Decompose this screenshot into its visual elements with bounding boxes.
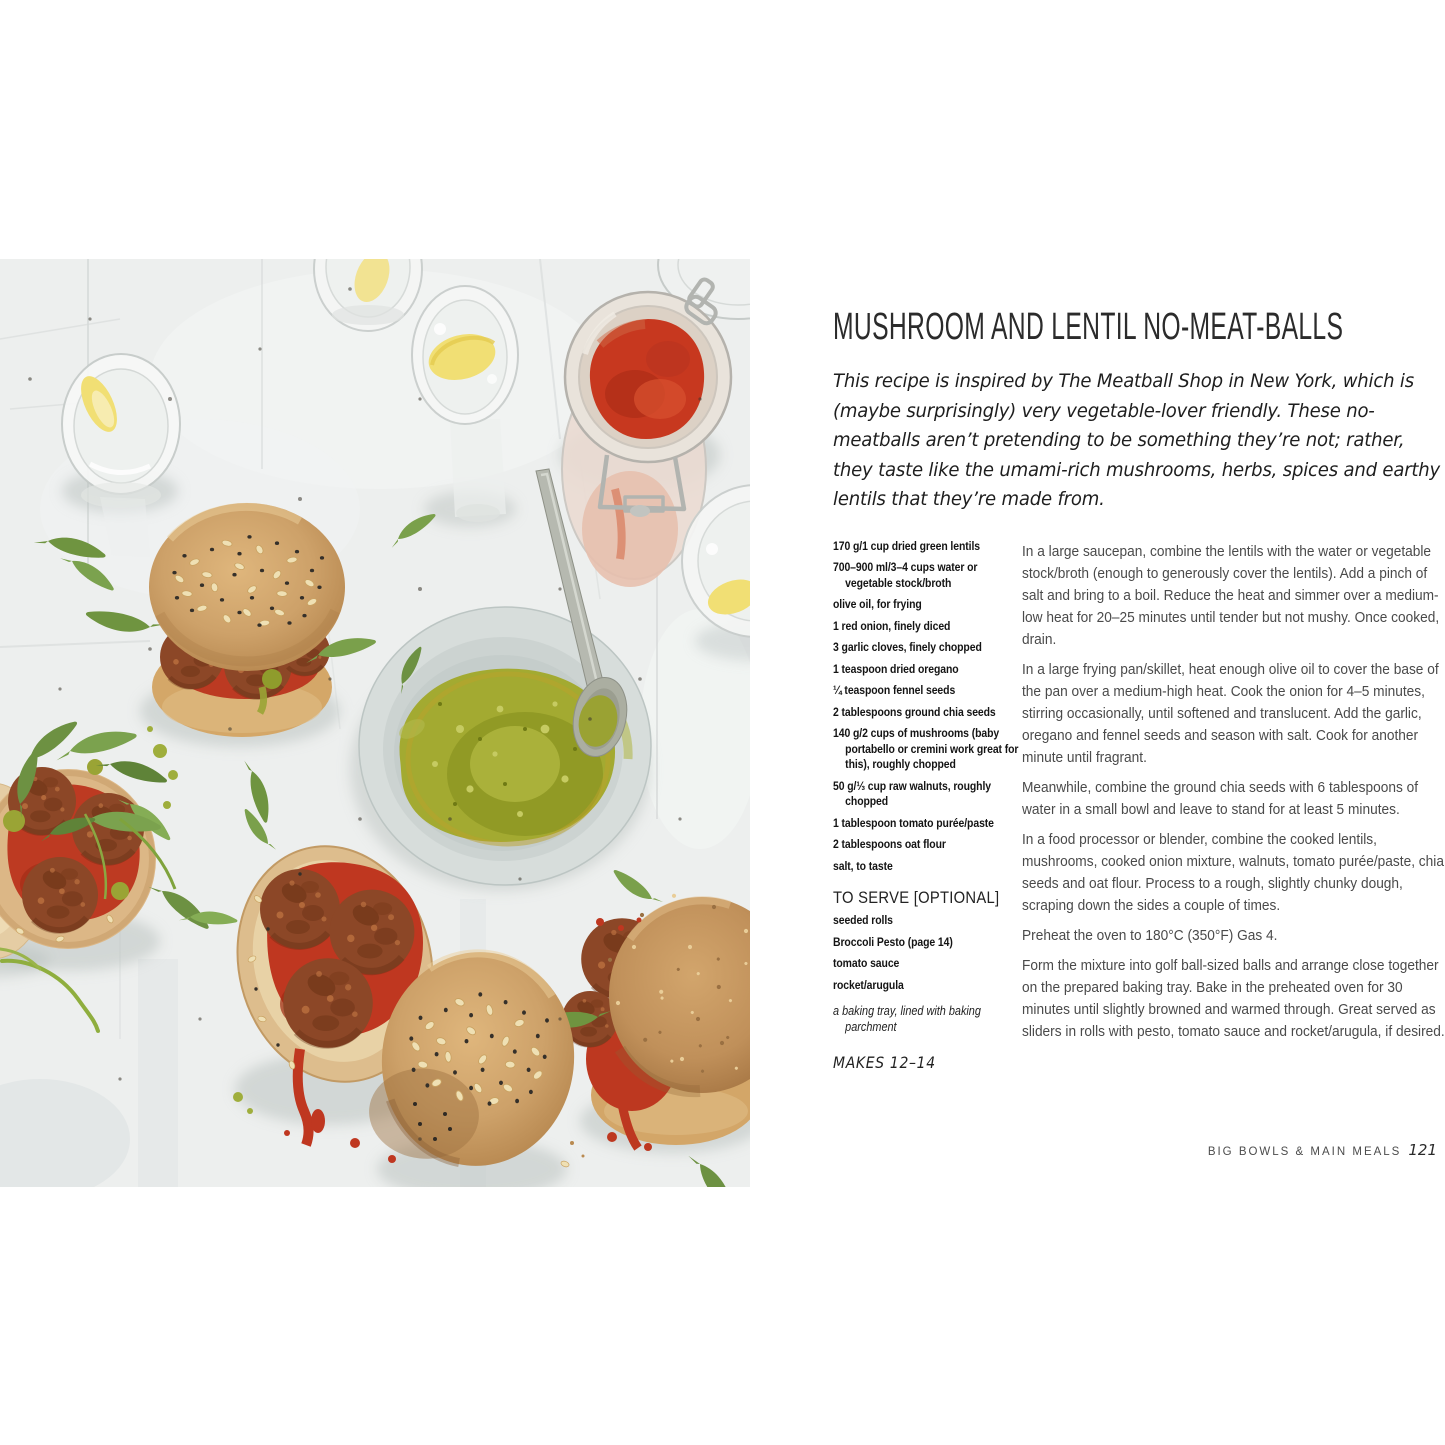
to-serve-item: seeded rolls (833, 913, 893, 927)
method-step: In a large saucepan, combine the lentils with the water or vegetable stock/broth (enough to generously cover the lentils). Add a pinch of salt and bring to a boil. Reduce the heat and simmer over a medium-low heat for 20–25 minutes until tender but not mushy. Once cooked, drain. (1022, 543, 1440, 648)
chapter-name: BIG BOWLS & MAIN MEALS (1207, 1146, 1402, 1158)
ingredient-item: 50 g/⅓ cup raw walnuts, roughly chopped (833, 778, 992, 808)
ingredient-item: 1 red onion, finely diced (833, 618, 951, 633)
ingredient-item: 700–900 ml/3–4 cups water or vegetable stock/broth (833, 560, 978, 590)
ingredient-item: olive oil, for frying (833, 597, 922, 611)
food-photo (0, 259, 750, 1187)
method-step: In a large frying pan/skillet, heat enough olive oil to cover the base of the pan over a medium-high heat. Cook the onion for 4–5 minutes, stirring occasionally, until softened and translucent. Add the garlic, oregano and fennel seeds and season with salt. Cook for another minute until fragrant. (1022, 661, 1439, 766)
ingredient-item: 1 tablespoon tomato purée/paste (833, 815, 994, 830)
ingredient-item: 170 g/1 cup dried green lentils (833, 538, 981, 553)
method-step: In a food processor or blender, combine the cooked lentils, mushrooms, cooked onion mixture, walnuts, tomato purée/paste, chia seeds and oat flour. Process to a rough, slightly chunky dough, scraping down the sides a couple of times. (1022, 831, 1444, 914)
recipe-intro: This recipe is inspired by The Meatball Shop in New York, which is (maybe surprisingly) very vegetable-lover friendly. These no-meatballs aren’t pretending to be something they’re not; rather, they taste like the umami-rich mushrooms, herbs, spices and earthy lentils that they’re made from. (833, 370, 1441, 510)
method-step: Preheat the oven to 180°C (350°F) Gas 4. (1022, 927, 1278, 944)
ingredient-item: ¼ teaspoon fennel seeds (833, 683, 956, 697)
to-serve-item: rocket/arugula (833, 977, 904, 992)
ingredient-item: 1 teaspoon dried oregano (833, 661, 959, 676)
page-footer (1208, 1141, 1437, 1160)
ingredient-item: salt, to taste (833, 858, 893, 873)
recipe-content (833, 306, 1445, 1099)
method-step: Meanwhile, combine the ground chia seeds with 6 tablespoons of water in a small bowl and leave to stand for at least 5 minutes. (1022, 779, 1419, 818)
ingredient-item: 2 tablespoons oat flour (833, 837, 946, 851)
ingredient-item: 3 garlic cloves, finely chopped (833, 640, 982, 654)
ingredients-list (833, 539, 1024, 1073)
ingredient-item: 2 tablespoons ground chia seeds (833, 704, 996, 719)
page-title: MUSHROOM AND LENTIL NO-MEAT-BALLS (833, 306, 1344, 348)
method-steps (1022, 541, 1445, 1051)
ingredient-item: 140 g/2 cups of mushrooms (baby portabello or cremini work great for this), roughly chopped (833, 726, 1019, 771)
to-serve-item: tomato sauce (833, 956, 900, 970)
method-step: Form the mixture into golf ball-sized balls and arrange close together on the prepared baking tray. Bake in the preheated oven for 30 minutes until slightly browned and warmed through. Great served as sliders in rolls with pesto, tomato sauce and rocket/arugula, if desired. (1022, 957, 1445, 1040)
to-serve-header: TO SERVE [OPTIONAL] (833, 888, 1000, 907)
to-serve-item: Broccoli Pesto (page 14) (833, 934, 953, 949)
equipment-note: a baking tray, lined with baking parchment (833, 1004, 981, 1034)
page-number: 121 (1408, 1141, 1437, 1159)
makes-note: MAKES 12–14 (833, 1053, 936, 1072)
